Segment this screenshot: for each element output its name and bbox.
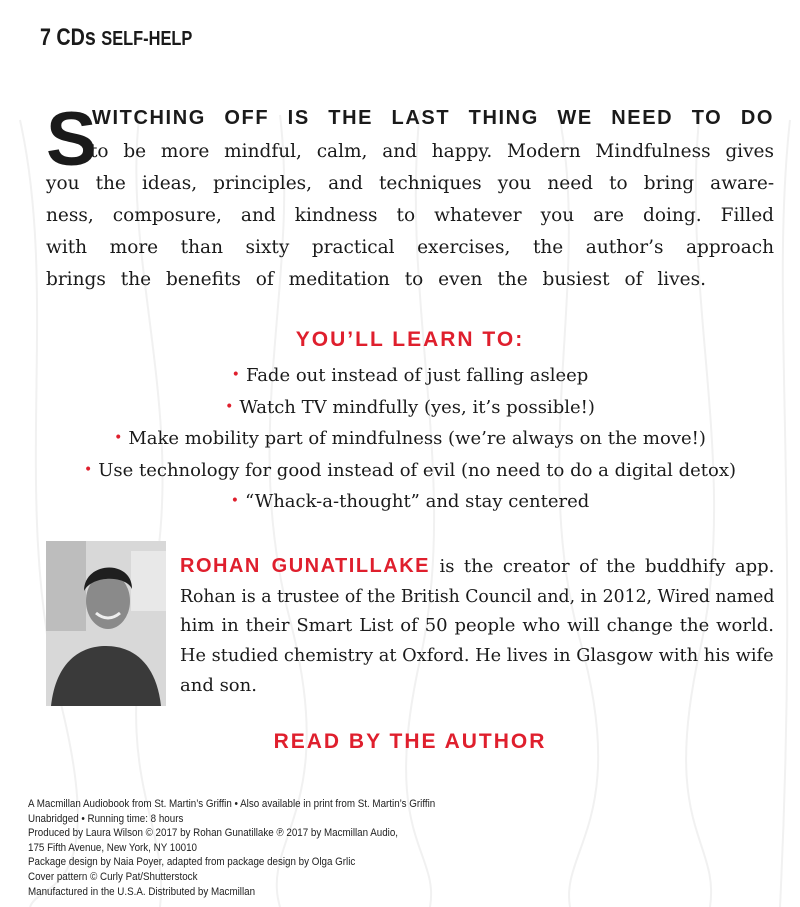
fine-print-line: Manufactured in the U.S.A. Distributed by Macmillan xyxy=(28,885,256,898)
bullet-icon: • xyxy=(114,430,123,446)
bullet-icon: • xyxy=(230,493,239,509)
description-line: you the ideas, principles, and techniques you need to bring aware- xyxy=(46,173,775,194)
list-item: • “Whack-a-thought” and stay centered xyxy=(230,491,590,512)
bio-line: and son. xyxy=(180,675,257,696)
category: SELF-HELP xyxy=(101,28,193,50)
list-item: • Fade out instead of just falling asleep xyxy=(231,365,589,386)
description-line: to be more mindful, calm, and happy. Modern Mindfulness gives xyxy=(90,141,774,162)
bullet-icon: • xyxy=(231,367,240,383)
fine-print-line: 175 Fifth Avenue, New York, NY 10010 xyxy=(28,841,198,854)
fine-print xyxy=(28,797,435,899)
fine-print-line: Produced by Laura Wilson © 2017 by Rohan Gunatillake ℗ 2017 by Macmillan Audio, xyxy=(28,827,399,840)
bio-line: He studied chemistry at Oxford. He lives in Glasgow with his wife xyxy=(180,645,774,666)
bio-line: Rohan is a trustee of the British Council and, in 2012, Wired named xyxy=(180,586,775,607)
learn-heading: YOU’LL LEARN TO: xyxy=(295,328,525,351)
cd-count: 7 CDs xyxy=(40,24,96,51)
fine-print-line: Cover pattern © Curly Pat/Shutterstock xyxy=(28,870,198,883)
list-item: • Use technology for good instead of evil (no need to do a digital detox) xyxy=(83,459,737,481)
bullet-icon: • xyxy=(83,461,93,478)
read-by-label: READ BY THE AUTHOR xyxy=(273,730,547,753)
author-name: ROHAN GUNATILLAKE xyxy=(180,555,430,577)
bio-line: ROHAN GUNATILLAKE is the creator of the buddhify app. xyxy=(180,555,775,577)
learn-list xyxy=(0,360,800,518)
lead-line: WITCHING OFF IS THE LAST THING WE NEED TO DO xyxy=(92,107,775,129)
drop-cap: S xyxy=(46,97,97,182)
list-item: • Watch TV mindfully (yes, it’s possible!) xyxy=(225,396,595,418)
fine-print-line: A Macmillan Audiobook from St. Martin’s Griffin • Also available in print from St. Martin’s Griffin xyxy=(28,798,436,810)
description-line: with more than sixty practical exercises, the author’s approach xyxy=(46,237,774,258)
format-label xyxy=(40,24,192,52)
bullet-icon: • xyxy=(225,398,234,415)
description-line: brings the benefits of meditation to even the busiest of lives. xyxy=(46,269,706,290)
fine-print-line: Package design by Naia Poyer, adapted from package design by Olga Grlic xyxy=(28,856,356,869)
description-line: ness, composure, and kindness to whatever you are doing. Filled xyxy=(46,205,774,226)
fine-print-line: Unabridged • Running time: 8 hours xyxy=(28,812,184,825)
author-photo xyxy=(46,541,166,706)
bio-line: him in their Smart List of 50 people who will change the world. xyxy=(180,615,774,636)
list-item: • Make mobility part of mindfulness (we’re always on the move!) xyxy=(114,428,706,449)
